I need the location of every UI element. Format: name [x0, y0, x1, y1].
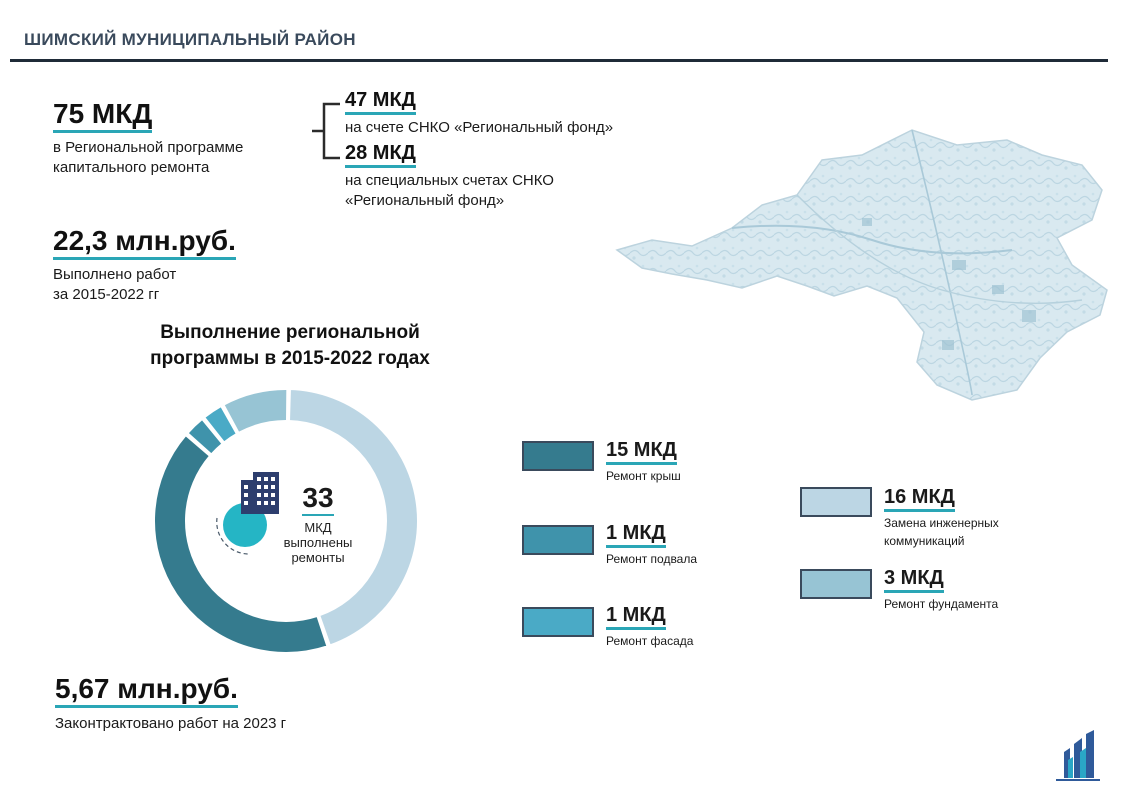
total-mkd-block — [53, 100, 243, 178]
center-label-3: ремонты — [291, 550, 345, 565]
legend-swatch-basement — [522, 525, 594, 555]
special-accounts-desc-1: на специальных счетах СНКО — [345, 172, 554, 189]
legend-item-facade — [606, 605, 693, 650]
company-logo-icon — [1050, 730, 1106, 782]
center-value: 33 — [302, 484, 333, 516]
legend-value-foundation: 3 МКД — [884, 568, 944, 593]
legend-swatch-roof — [522, 441, 594, 471]
total-mkd-desc-1: в Региональной программе — [53, 139, 244, 156]
legend-value-utilities: 16 МКД — [884, 487, 955, 512]
done-amount-desc-2: за 2015-2022 гг — [53, 286, 160, 303]
legend-item-basement — [606, 523, 697, 568]
contracted-block — [55, 675, 286, 734]
bracket-connector — [308, 100, 342, 162]
done-amount-desc-1: Выполнено работ — [53, 266, 177, 283]
chart-title — [110, 320, 470, 372]
legend-desc-utilities-1: Замена инженерных — [884, 516, 999, 530]
total-mkd-value: 75 МКД — [53, 100, 152, 133]
center-label-1: МКД — [304, 520, 332, 535]
special-accounts-desc-2: «Региональный фонд» — [345, 192, 505, 209]
regional-fund-desc: на счете СНКО «Региональный фонд» — [345, 119, 614, 136]
chart-title-line-2: программы в 2015-2022 годах — [150, 348, 430, 369]
center-label-block — [278, 484, 358, 565]
header-divider — [10, 59, 1108, 62]
legend-value-roof: 15 МКД — [606, 440, 677, 465]
special-accounts-block — [345, 143, 554, 211]
contracted-desc: Законтрактовано работ на 2023 г — [55, 715, 287, 732]
legend-item-foundation — [884, 568, 998, 613]
center-label-2: выполнены — [283, 535, 353, 550]
total-mkd-desc-2: капитального ремонта — [53, 159, 210, 176]
legend-desc-roof: Ремонт крыш — [606, 469, 681, 483]
legend-swatch-foundation — [800, 569, 872, 599]
legend-desc-basement: Ремонт подвала — [606, 552, 698, 566]
special-accounts-value: 28 МКД — [345, 143, 416, 168]
legend-swatch-facade — [522, 607, 594, 637]
legend-value-basement: 1 МКД — [606, 523, 666, 548]
done-amount-block — [53, 227, 236, 305]
regional-fund-block — [345, 90, 613, 138]
district-map — [612, 100, 1112, 405]
legend-swatch-utilities — [800, 487, 872, 517]
contracted-value: 5,67 млн.руб. — [55, 675, 238, 708]
legend-item-roof — [606, 440, 681, 485]
legend-desc-facade: Ремонт фасада — [606, 634, 694, 648]
legend-item-utilities — [884, 487, 999, 550]
legend-desc-foundation: Ремонт фундамента — [884, 597, 999, 611]
regional-fund-value: 47 МКД — [345, 90, 416, 115]
page-title: ШИМСКИЙ МУНИЦИПАЛЬНЫЙ РАЙОН — [24, 30, 356, 49]
legend-value-facade: 1 МКД — [606, 605, 666, 630]
legend-desc-utilities-2: коммуникаций — [884, 534, 965, 548]
building-icon — [209, 468, 289, 558]
chart-title-line-1: Выполнение региональной — [160, 322, 420, 343]
done-amount-value: 22,3 млн.руб. — [53, 227, 236, 260]
